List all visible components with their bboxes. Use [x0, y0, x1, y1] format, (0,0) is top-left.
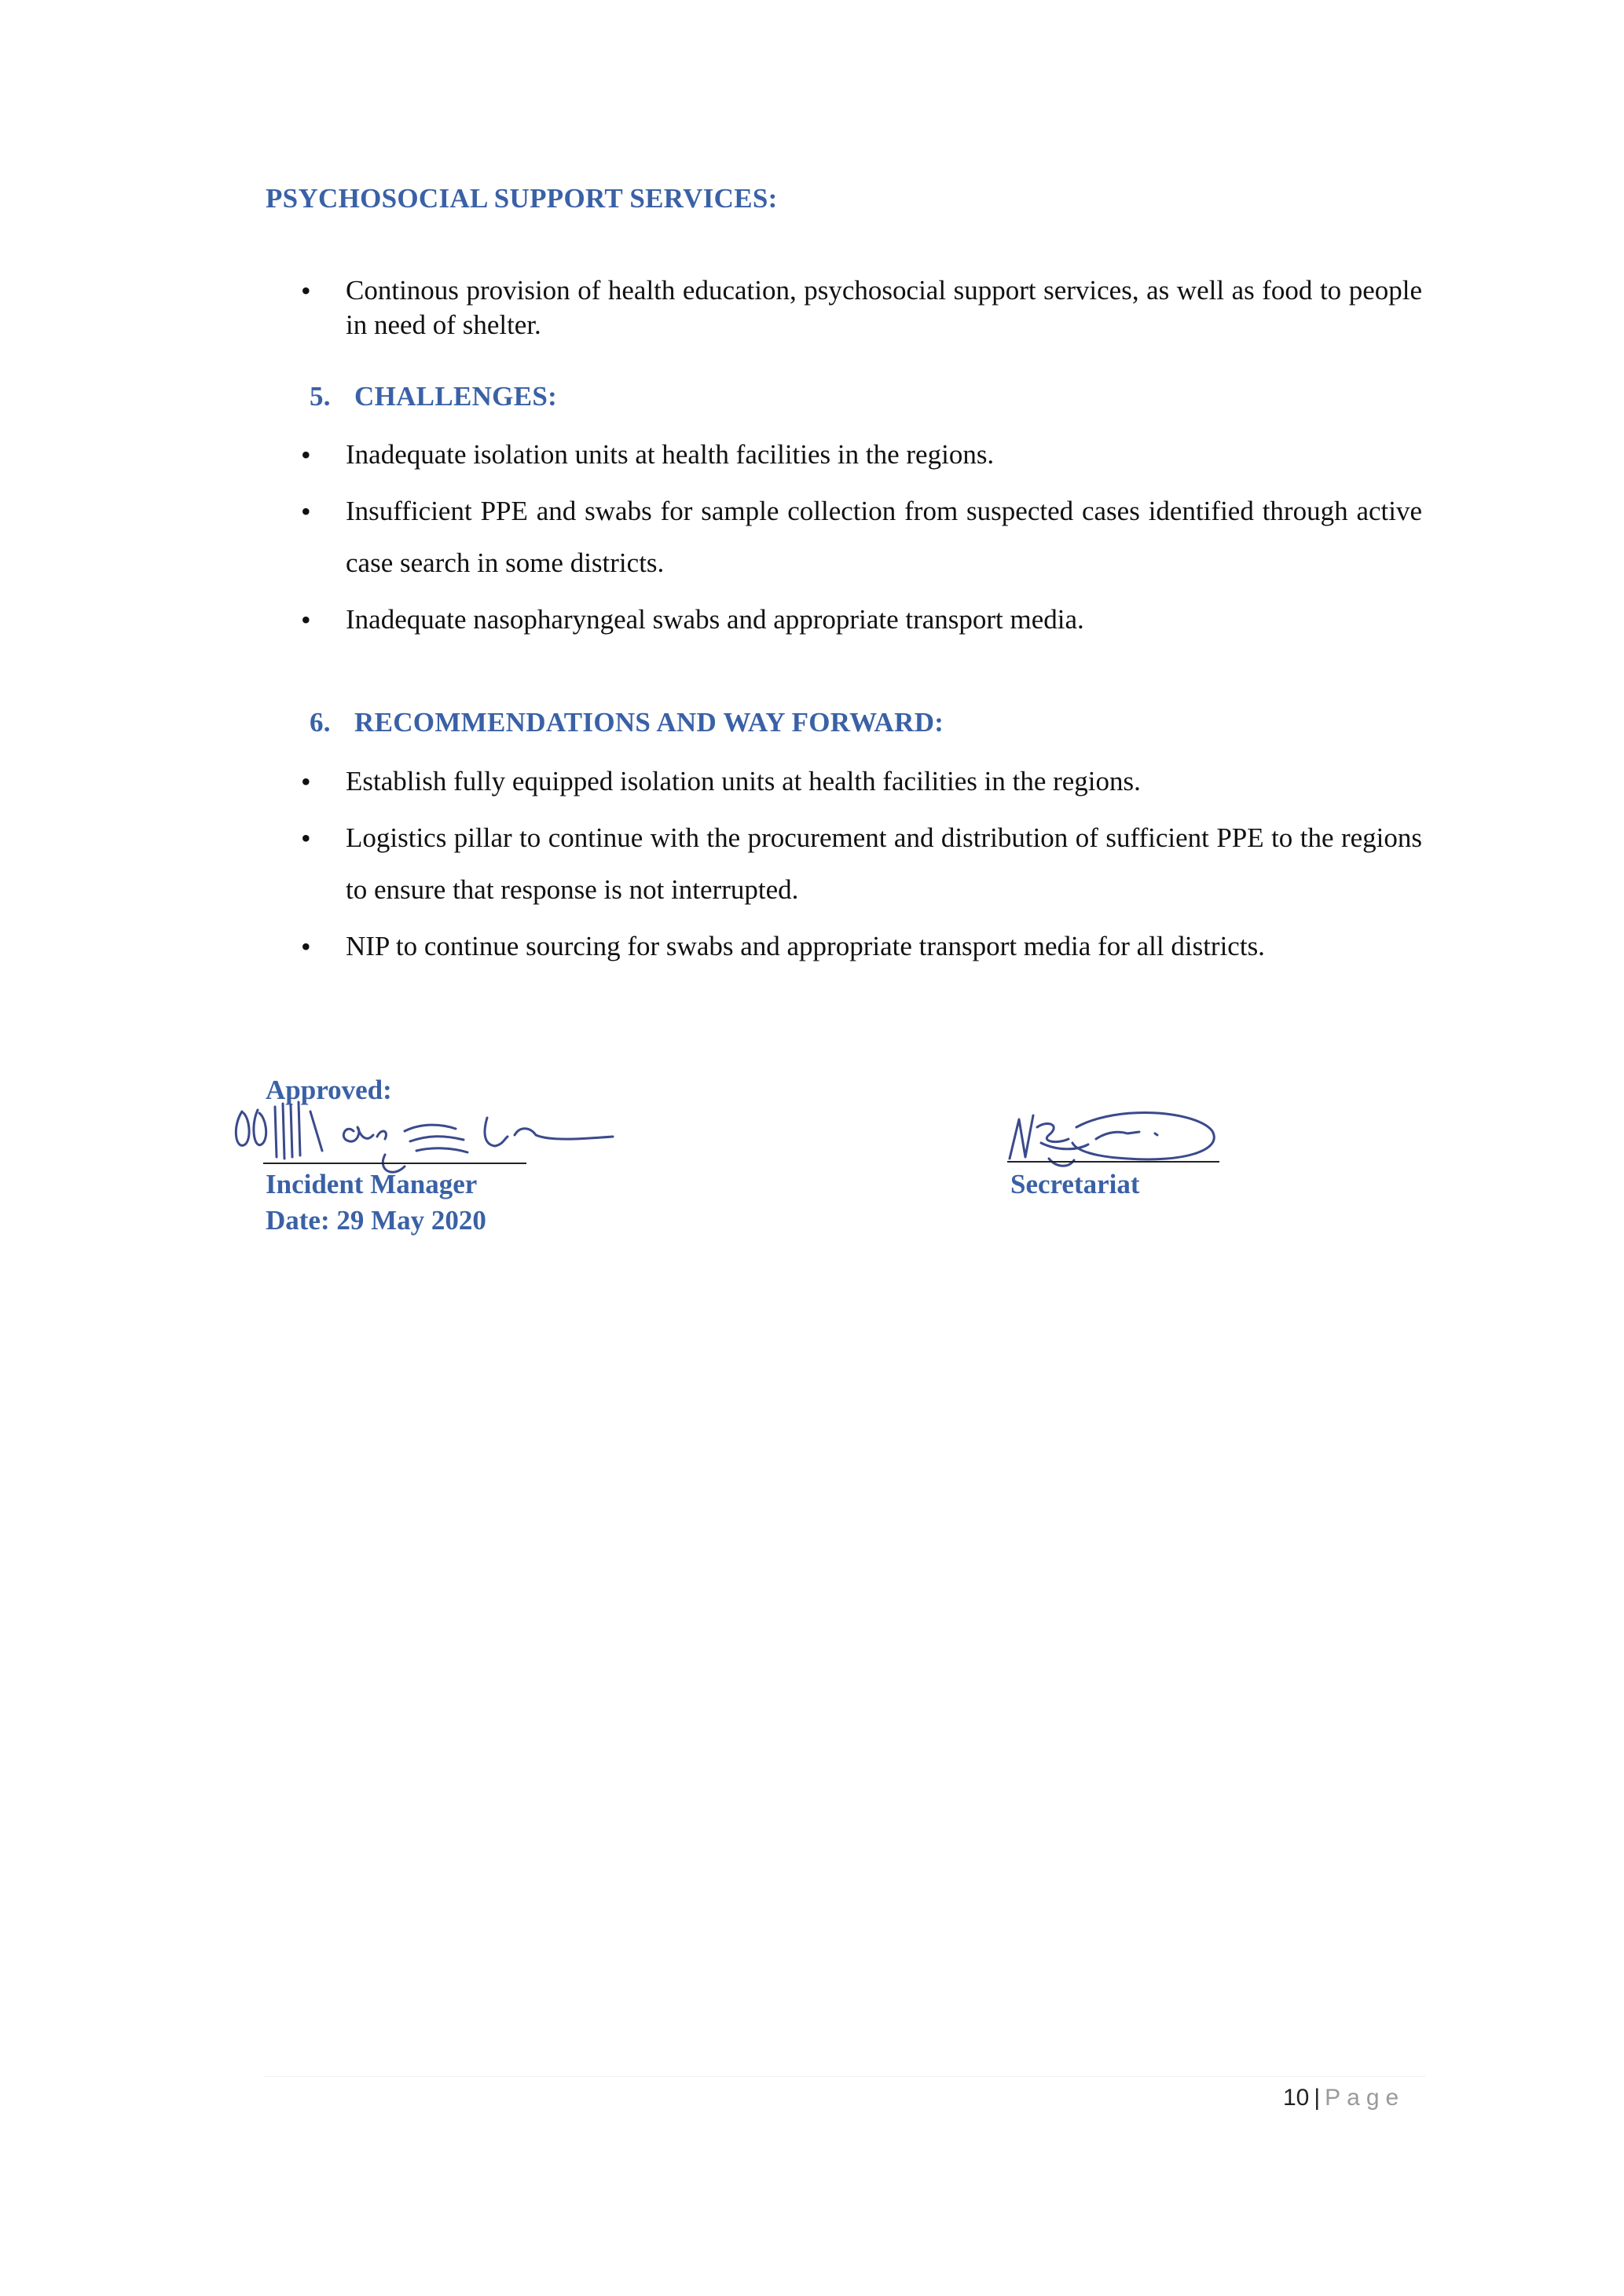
psychosocial-heading: PSYCHOSOCIAL SUPPORT SERVICES: [266, 183, 778, 214]
approval-date: Date: 29 May 2020 [266, 1205, 486, 1236]
page-number: 10 [1283, 2085, 1310, 2111]
recommendations-list [346, 756, 1422, 977]
page-separator: | [1314, 2085, 1321, 2111]
list-item: • Establish fully equipped isolation units at health facilities in the regions. [346, 756, 1422, 807]
page-footer [1283, 2085, 1405, 2111]
manager-title: Incident Manager [266, 1169, 478, 1199]
footer-divider [263, 2076, 1426, 2077]
recommendations-heading [310, 707, 944, 738]
list-item: • Logistics pillar to continue with the procurement and distribution of sufficient PPE to the regions to ensure that response is not interrupted. [346, 812, 1422, 916]
psychosocial-list [346, 273, 1422, 347]
secretariat-signature [1002, 1096, 1237, 1174]
challenges-list [346, 429, 1422, 650]
approved-label: Approved: [266, 1075, 392, 1105]
section-number: 6. [310, 707, 331, 738]
list-item: • Insufficient PPE and swabs for sample collection from suspected cases identified through active case search in some districts. [346, 485, 1422, 589]
challenges-heading [310, 381, 557, 412]
section-number: 5. [310, 381, 331, 412]
manager-signature-line [263, 1163, 526, 1164]
section-title: RECOMMENDATIONS AND WAY FORWARD: [354, 707, 944, 738]
page-label: Page [1325, 2085, 1406, 2111]
list-item: • Inadequate isolation units at health facilities in the regions. [346, 429, 1422, 481]
secretariat-title: Secretariat [1010, 1169, 1140, 1199]
secretariat-signature-line [1007, 1161, 1219, 1163]
list-item: • Continous provision of health education, psychosocial support services, as well as food to people in need of shelter. [346, 273, 1422, 342]
list-item: • NIP to continue sourcing for swabs and appropriate transport media for all districts. [346, 921, 1422, 972]
list-item: • Inadequate nasopharyngeal swabs and appropriate transport media. [346, 594, 1422, 646]
section-title: CHALLENGES: [354, 381, 558, 412]
